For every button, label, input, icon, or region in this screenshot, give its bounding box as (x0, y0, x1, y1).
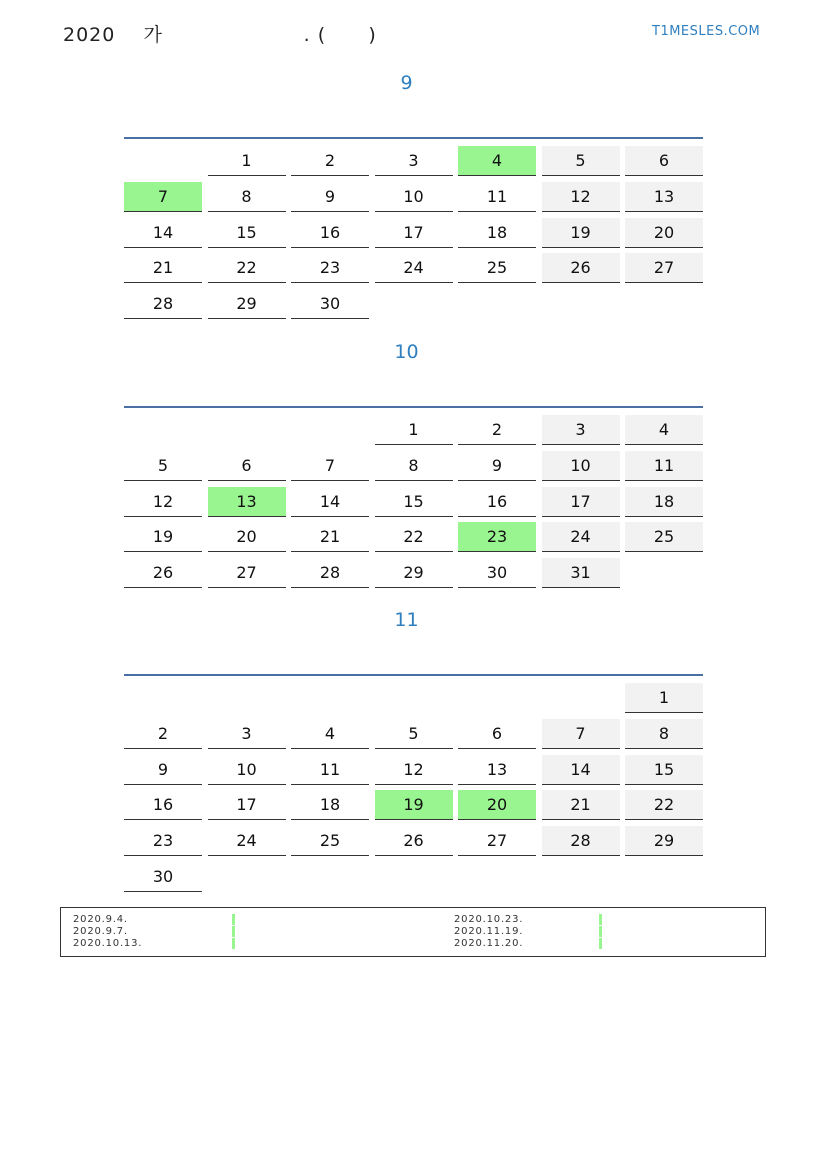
month-title-november: 11 (394, 609, 419, 631)
calendar-day: 18 (291, 790, 369, 820)
calendar-day-holiday: 19 (375, 790, 453, 820)
site-link[interactable]: T1MESLES.COM (652, 24, 761, 39)
calendar-day: 2 (124, 719, 202, 749)
calendar-day-holiday: 20 (458, 790, 536, 820)
calendar-day: 12 (124, 487, 202, 517)
calendar-day: 25 (625, 522, 703, 552)
calendar-day: 25 (291, 826, 369, 856)
calendar-day: 13 (458, 755, 536, 785)
calendar-day: 27 (208, 558, 286, 588)
legend-date: 2020.9.7. (73, 926, 128, 937)
calendar-day: 4 (291, 719, 369, 749)
calendar-day: 2 (458, 415, 536, 445)
calendar-day-holiday: 13 (208, 487, 286, 517)
calendar-day: 31 (542, 558, 620, 588)
page-title: 2020 가 . ( ) (63, 24, 377, 46)
calendar-day: 1 (625, 683, 703, 713)
calendar-day: 5 (542, 146, 620, 176)
calendar-day: 18 (625, 487, 703, 517)
calendar-day: 10 (542, 451, 620, 481)
calendar-day: 21 (542, 790, 620, 820)
calendar-day: 17 (375, 218, 453, 248)
calendar-day: 30 (291, 289, 369, 319)
calendar-day: 16 (291, 218, 369, 248)
legend-date: 2020.11.20. (454, 938, 524, 949)
calendar-day: 2 (291, 146, 369, 176)
calendar-day: 15 (208, 218, 286, 248)
calendar-day: 27 (625, 253, 703, 283)
calendar-day: 1 (208, 146, 286, 176)
legend-date: 2020.9.4. (73, 914, 128, 925)
month-title-october: 10 (394, 341, 419, 363)
calendar-day: 4 (625, 415, 703, 445)
calendar-day: 9 (124, 755, 202, 785)
calendar-september (124, 137, 703, 325)
calendar-day: 14 (124, 218, 202, 248)
calendar-day: 26 (542, 253, 620, 283)
month-title-september: 9 (400, 72, 413, 94)
calendar-day: 22 (625, 790, 703, 820)
holiday-marker-icon (599, 926, 602, 937)
calendar-day: 28 (291, 558, 369, 588)
calendar-day: 9 (291, 182, 369, 212)
calendar-day: 29 (625, 826, 703, 856)
holiday-marker-icon (232, 914, 235, 925)
calendar-day: 30 (458, 558, 536, 588)
calendar-day: 18 (458, 218, 536, 248)
calendar-day: 12 (375, 755, 453, 785)
calendar-day-holiday: 23 (458, 522, 536, 552)
calendar-day: 27 (458, 826, 536, 856)
calendar-day: 19 (542, 218, 620, 248)
legend-date: 2020.11.19. (454, 926, 524, 937)
legend-date: 2020.10.13. (73, 938, 143, 949)
calendar-day: 16 (124, 790, 202, 820)
calendar-day: 20 (208, 522, 286, 552)
calendar-day: 28 (124, 289, 202, 319)
calendar-day: 22 (208, 253, 286, 283)
calendar-day: 11 (625, 451, 703, 481)
calendar-day: 26 (124, 558, 202, 588)
calendar-day: 7 (542, 719, 620, 749)
calendar-day: 8 (625, 719, 703, 749)
calendar-day: 23 (291, 253, 369, 283)
calendar-day: 12 (542, 182, 620, 212)
calendar-day: 29 (375, 558, 453, 588)
calendar-day: 14 (542, 755, 620, 785)
calendar-day: 17 (208, 790, 286, 820)
calendar-day: 21 (124, 253, 202, 283)
calendar-day: 24 (375, 253, 453, 283)
calendar-day: 19 (124, 522, 202, 552)
holiday-marker-icon (599, 938, 602, 949)
calendar-day: 6 (208, 451, 286, 481)
calendar-day: 20 (625, 218, 703, 248)
calendar-day: 17 (542, 487, 620, 517)
calendar-day: 8 (375, 451, 453, 481)
calendar-day: 15 (625, 755, 703, 785)
legend-date: 2020.10.23. (454, 914, 524, 925)
calendar-day: 5 (375, 719, 453, 749)
calendar-day: 13 (625, 182, 703, 212)
calendar-grid (124, 139, 703, 325)
calendar-november (124, 674, 703, 898)
calendar-day: 30 (124, 862, 202, 892)
calendar-day: 10 (208, 755, 286, 785)
calendar-day: 6 (458, 719, 536, 749)
calendar-day: 26 (375, 826, 453, 856)
calendar-day: 7 (291, 451, 369, 481)
calendar-day: 6 (625, 146, 703, 176)
calendar-day: 5 (124, 451, 202, 481)
calendar-day: 29 (208, 289, 286, 319)
calendar-day-holiday: 7 (124, 182, 202, 212)
calendar-october (124, 406, 703, 594)
calendar-day: 11 (291, 755, 369, 785)
calendar-day: 3 (542, 415, 620, 445)
calendar-day: 21 (291, 522, 369, 552)
calendar-day: 10 (375, 182, 453, 212)
calendar-day: 28 (542, 826, 620, 856)
calendar-day-holiday: 4 (458, 146, 536, 176)
calendar-day: 25 (458, 253, 536, 283)
calendar-grid (124, 676, 703, 898)
calendar-day: 23 (124, 826, 202, 856)
holiday-marker-icon (232, 926, 235, 937)
calendar-day: 15 (375, 487, 453, 517)
calendar-grid (124, 408, 703, 594)
calendar-day: 16 (458, 487, 536, 517)
holiday-marker-icon (599, 914, 602, 925)
calendar-day: 24 (542, 522, 620, 552)
calendar-day: 9 (458, 451, 536, 481)
calendar-day: 24 (208, 826, 286, 856)
calendar-day: 14 (291, 487, 369, 517)
calendar-day: 3 (208, 719, 286, 749)
calendar-day: 1 (375, 415, 453, 445)
calendar-day: 11 (458, 182, 536, 212)
calendar-day: 22 (375, 522, 453, 552)
calendar-day: 8 (208, 182, 286, 212)
holiday-marker-icon (232, 938, 235, 949)
calendar-day: 3 (375, 146, 453, 176)
holiday-legend (60, 907, 766, 957)
